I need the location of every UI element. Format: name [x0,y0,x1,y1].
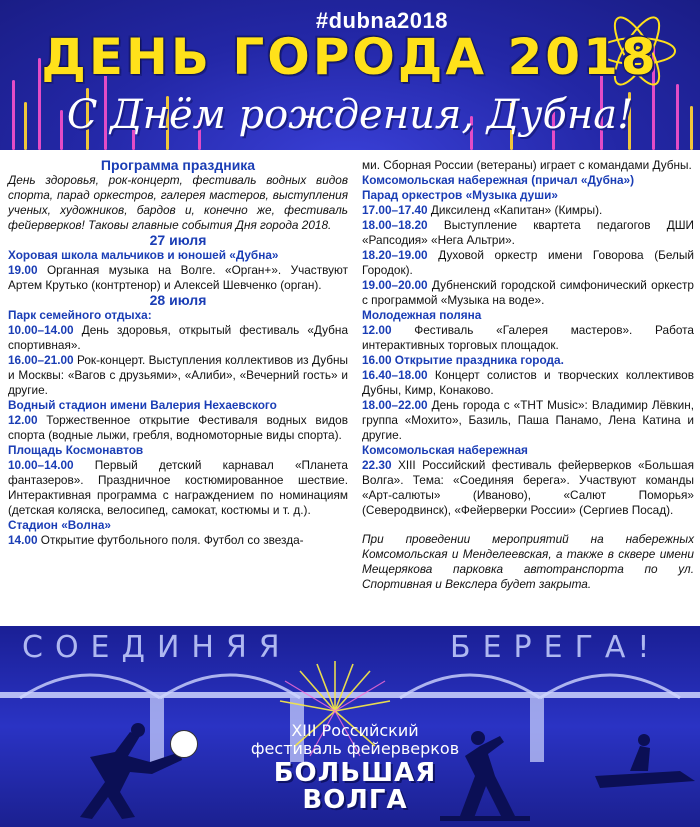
right-column [362,158,694,592]
event-text: День здоровья, открытый фестиваль «Дубна спортивная». [8,323,348,352]
event-time: 18.00–18.20 [362,218,428,232]
event-text: Дубненский городской симфонический оркестр с программой «Музыка на воде». [362,278,694,307]
event-item [362,248,694,278]
hashtag: #dubna2018 [315,8,448,33]
event-text: Открытие футбольного поля. Футбол со звезда- [37,533,304,547]
event-item [362,278,694,308]
event-item [362,218,694,248]
event-text: Диксиленд «Капитан» (Кимры). [427,203,603,217]
fireworks-poster [0,626,700,827]
event-text: Органная музыка на Волге. «Орган+». Участвуют Артем Крутько (контртенор) и Алексей Шевченко (орган). [8,263,348,292]
opening-heading: 16.00 Открытие праздника города. [362,353,564,367]
event-time: 10.00–14.00 [8,323,74,337]
event-time: 18.00–22.00 [362,398,428,412]
location-water-stadium: Водный стадион имени Валерия Нехаевского [8,398,277,412]
location-embankment-pier: Комсомольская набережная (причал «Дубна») [362,173,635,187]
event-time: 14.00 [8,533,38,547]
event-item [8,353,348,398]
location-youth-glade: Молодежная поляна [362,308,482,322]
event-time: 17.00–17.40 [362,203,428,217]
event-text: XIII Российский фестиваль фейерверков «Большая Волга». Тема: «Соединяя берега». Участвуют команды «Арт-салюты» (Иваново), «Салют Поморья» (Северодвинск), «Фейерверки России» (Сергиев Посад). [362,458,694,517]
event-item [362,203,694,218]
event-time: 18.20–19.00 [362,248,428,262]
event-text: Концерт солистов и творческих коллективов Дубны, Кимр, Конаково. [362,368,694,397]
event-time: 22.30 [362,458,392,472]
soccer-ball-icon [170,730,198,758]
banner-title: ДЕНЬ ГОРОДА 2018 [41,28,659,86]
parade-heading: Парад оркестров «Музыка души» [362,188,558,202]
location-volna-stadium: Стадион «Волна» [8,518,111,532]
program-intro: День здоровья, рок-концерт, фестиваль водных видов спорта, парад оркестров, галерея мастеров, выступления ученых, художников, бардов и, конечно же, фестиваль фейерверков! Таковы главные события Дня города 2018. [8,173,348,232]
continuation-text: ми. Сборная России (ветераны) играет с командами Дубны. [362,158,692,172]
event-time: 16.40–18.00 [362,368,428,382]
program-heading: Программа праздника [100,157,256,173]
event-time: 12.00 [8,413,38,427]
poster-big-volga: БОЛЬШАЯ ВОЛГА [273,758,437,815]
event-item [8,323,348,353]
event-text: Рок-концерт. Выступления коллективов из Дубны и Москвы: «Вагов с друзьями», «Алиби», «Вечерний гость» и другие. [8,353,348,397]
event-text: Торжественное открытие Фестиваля водных видов спорта (водные лыжи, гребля, водномоторные виды спорта). [8,413,348,442]
jet-ski-silhouette [590,726,700,796]
poster-festival-title: XIII Российский фестиваль фейерверков [250,721,460,758]
event-text: Первый детский карнавал «Планета фантазеров». Праздничное костюмированное шествие. Интерактивная программа с награждением по номинациям (детская коляска, велосипед, самокат, костюмы и т. д.). [8,458,348,517]
event-time: 10.00–14.00 [8,458,74,472]
event-item [8,533,348,548]
location-cosmonauts-square: Площадь Космонавтов [8,443,144,457]
event-item [8,458,348,518]
event-item [362,323,694,353]
header-banner [0,0,700,150]
event-item [362,368,694,398]
event-item [362,458,694,518]
event-time: 19.00–20.00 [362,278,428,292]
poster-word-right: БЕРЕГА! [450,630,662,665]
location-choir-school: Хоровая школа мальчиков и юношей «Дубна» [8,248,279,262]
event-text: Выступление квартета педагогов ДШИ «Рапсодия» «Нега Альтри». [362,218,694,247]
event-item [8,413,348,443]
location-family-park: Парк семейного отдыха: [8,308,152,322]
event-text: Фестиваль «Галерея мастеров». Работа интерактивных торговых площадок. [362,323,694,352]
date-heading-28: 28 июля [149,292,207,308]
poster-word-left: СОЕДИНЯЯ [22,630,292,665]
event-text: Духовой оркестр имени Говорова (Белый Городок). [362,248,694,277]
event-time: 12.00 [362,323,392,337]
date-heading-27: 27 июля [149,232,207,248]
event-text: День города с «ТНТ Music»: Владимир Лёвкин, группа «Мохито», Базиль, Паша Панамо, Лена Катина и другие. [362,398,694,442]
location-komsomolskaya-embankment: Комсомольская набережная [362,443,528,457]
left-column [8,158,348,548]
event-time: 19.00 [8,263,38,277]
event-item [8,263,348,293]
parking-note: При проведении мероприятий на набережных Комсомольская и Менделеевская, а также в сквере имени Мещерякова парковка автотранспорта по ул. Спортивная и Векслера будет закрыта. [362,532,694,591]
event-item [362,398,694,443]
banner-subtitle: С Днём рождения, Дубна! [66,92,634,138]
event-time: 16.00–21.00 [8,353,74,367]
